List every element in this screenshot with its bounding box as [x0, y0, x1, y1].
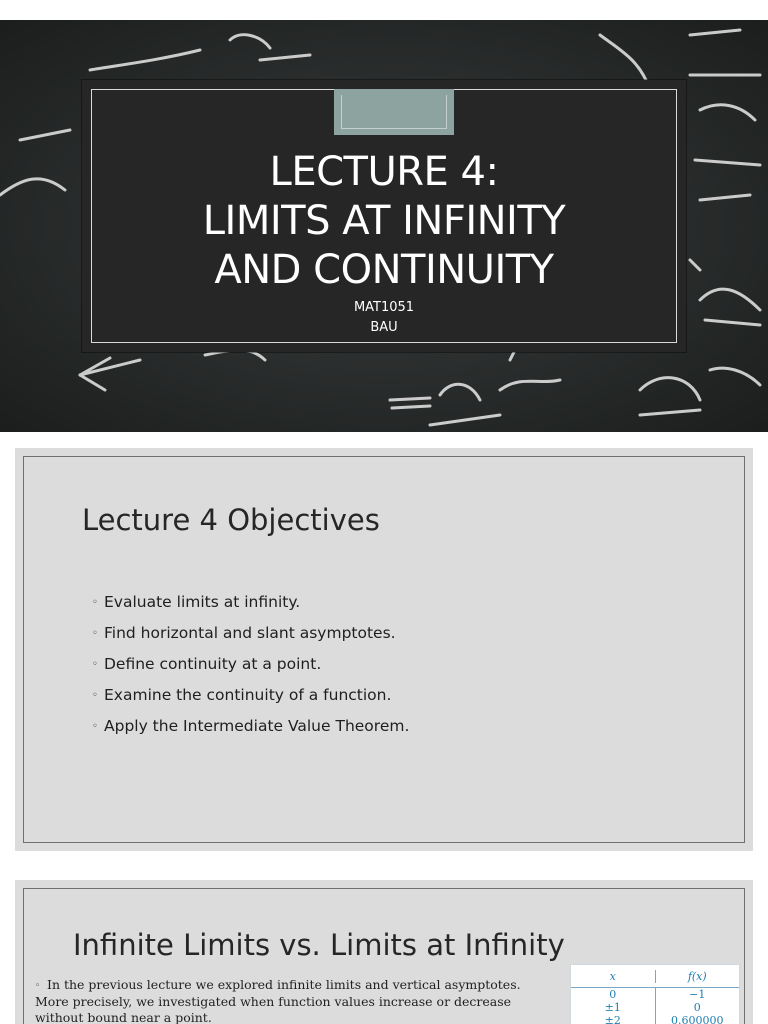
institution: BAU: [370, 320, 398, 335]
objective-item: [92, 618, 409, 649]
objective-item: [92, 680, 409, 711]
bullet-icon: ◦: [92, 597, 98, 608]
table-cell: 0.600000: [671, 1014, 724, 1024]
infinite-limits-slide: [15, 880, 753, 1024]
table-row: [571, 1014, 739, 1024]
objectives-slide: [15, 448, 753, 851]
table-cell: −1: [689, 988, 706, 1001]
column-header-x: x: [571, 970, 656, 983]
table-row: [571, 988, 739, 1001]
table-cell: 0: [693, 1001, 701, 1014]
objective-text: Apply the Intermediate Value Theorem.: [104, 717, 410, 735]
table-cell: 0: [571, 988, 656, 1001]
bullet-icon: ◦: [92, 628, 98, 639]
table-cell: ±2: [571, 1014, 656, 1024]
title-frame: [91, 89, 677, 343]
objectives-list: [92, 587, 409, 742]
slide-title: [92, 148, 676, 295]
bullet-icon: ◦: [92, 690, 98, 701]
table-row: [571, 1001, 739, 1014]
slide3-paragraph: [35, 977, 555, 1024]
slide-subtitle: [92, 298, 676, 338]
objective-text: Examine the continuity of a function.: [104, 686, 392, 704]
slide3-title: Infinite Limits vs. Limits at Infinity: [73, 928, 565, 962]
title-line-1: LECTURE 4:: [269, 149, 499, 195]
course-code: MAT1051: [353, 300, 415, 315]
function-value-table: [570, 964, 740, 1024]
accent-tab: [334, 89, 454, 135]
objective-item: [92, 649, 409, 680]
slide-frame: [23, 456, 745, 843]
title-line-2: LIMITS AT INFINITY: [202, 198, 566, 244]
bullet-icon: ◦: [35, 981, 41, 991]
table-cell: ±1: [571, 1001, 656, 1014]
objective-item: [92, 587, 409, 618]
column-header-fx: f(x): [687, 969, 707, 983]
objective-text: Find horizontal and slant asymptotes.: [104, 624, 396, 642]
title-box: [82, 80, 686, 352]
objective-text: Define continuity at a point.: [104, 655, 322, 673]
table-header: [571, 965, 739, 988]
bullet-icon: ◦: [92, 659, 98, 670]
title-line-3: AND CONTINUITY: [214, 247, 554, 293]
objective-item: [92, 711, 409, 742]
objectives-title: Lecture 4 Objectives: [82, 503, 380, 537]
objective-text: Evaluate limits at infinity.: [104, 593, 301, 611]
title-slide: [0, 20, 768, 432]
paragraph-text: In the previous lecture we explored infinite limits and vertical asymptotes. More precisely, we investigated when function values increase or decrease without bound near a point.: [35, 977, 521, 1024]
bullet-icon: ◦: [92, 721, 98, 732]
